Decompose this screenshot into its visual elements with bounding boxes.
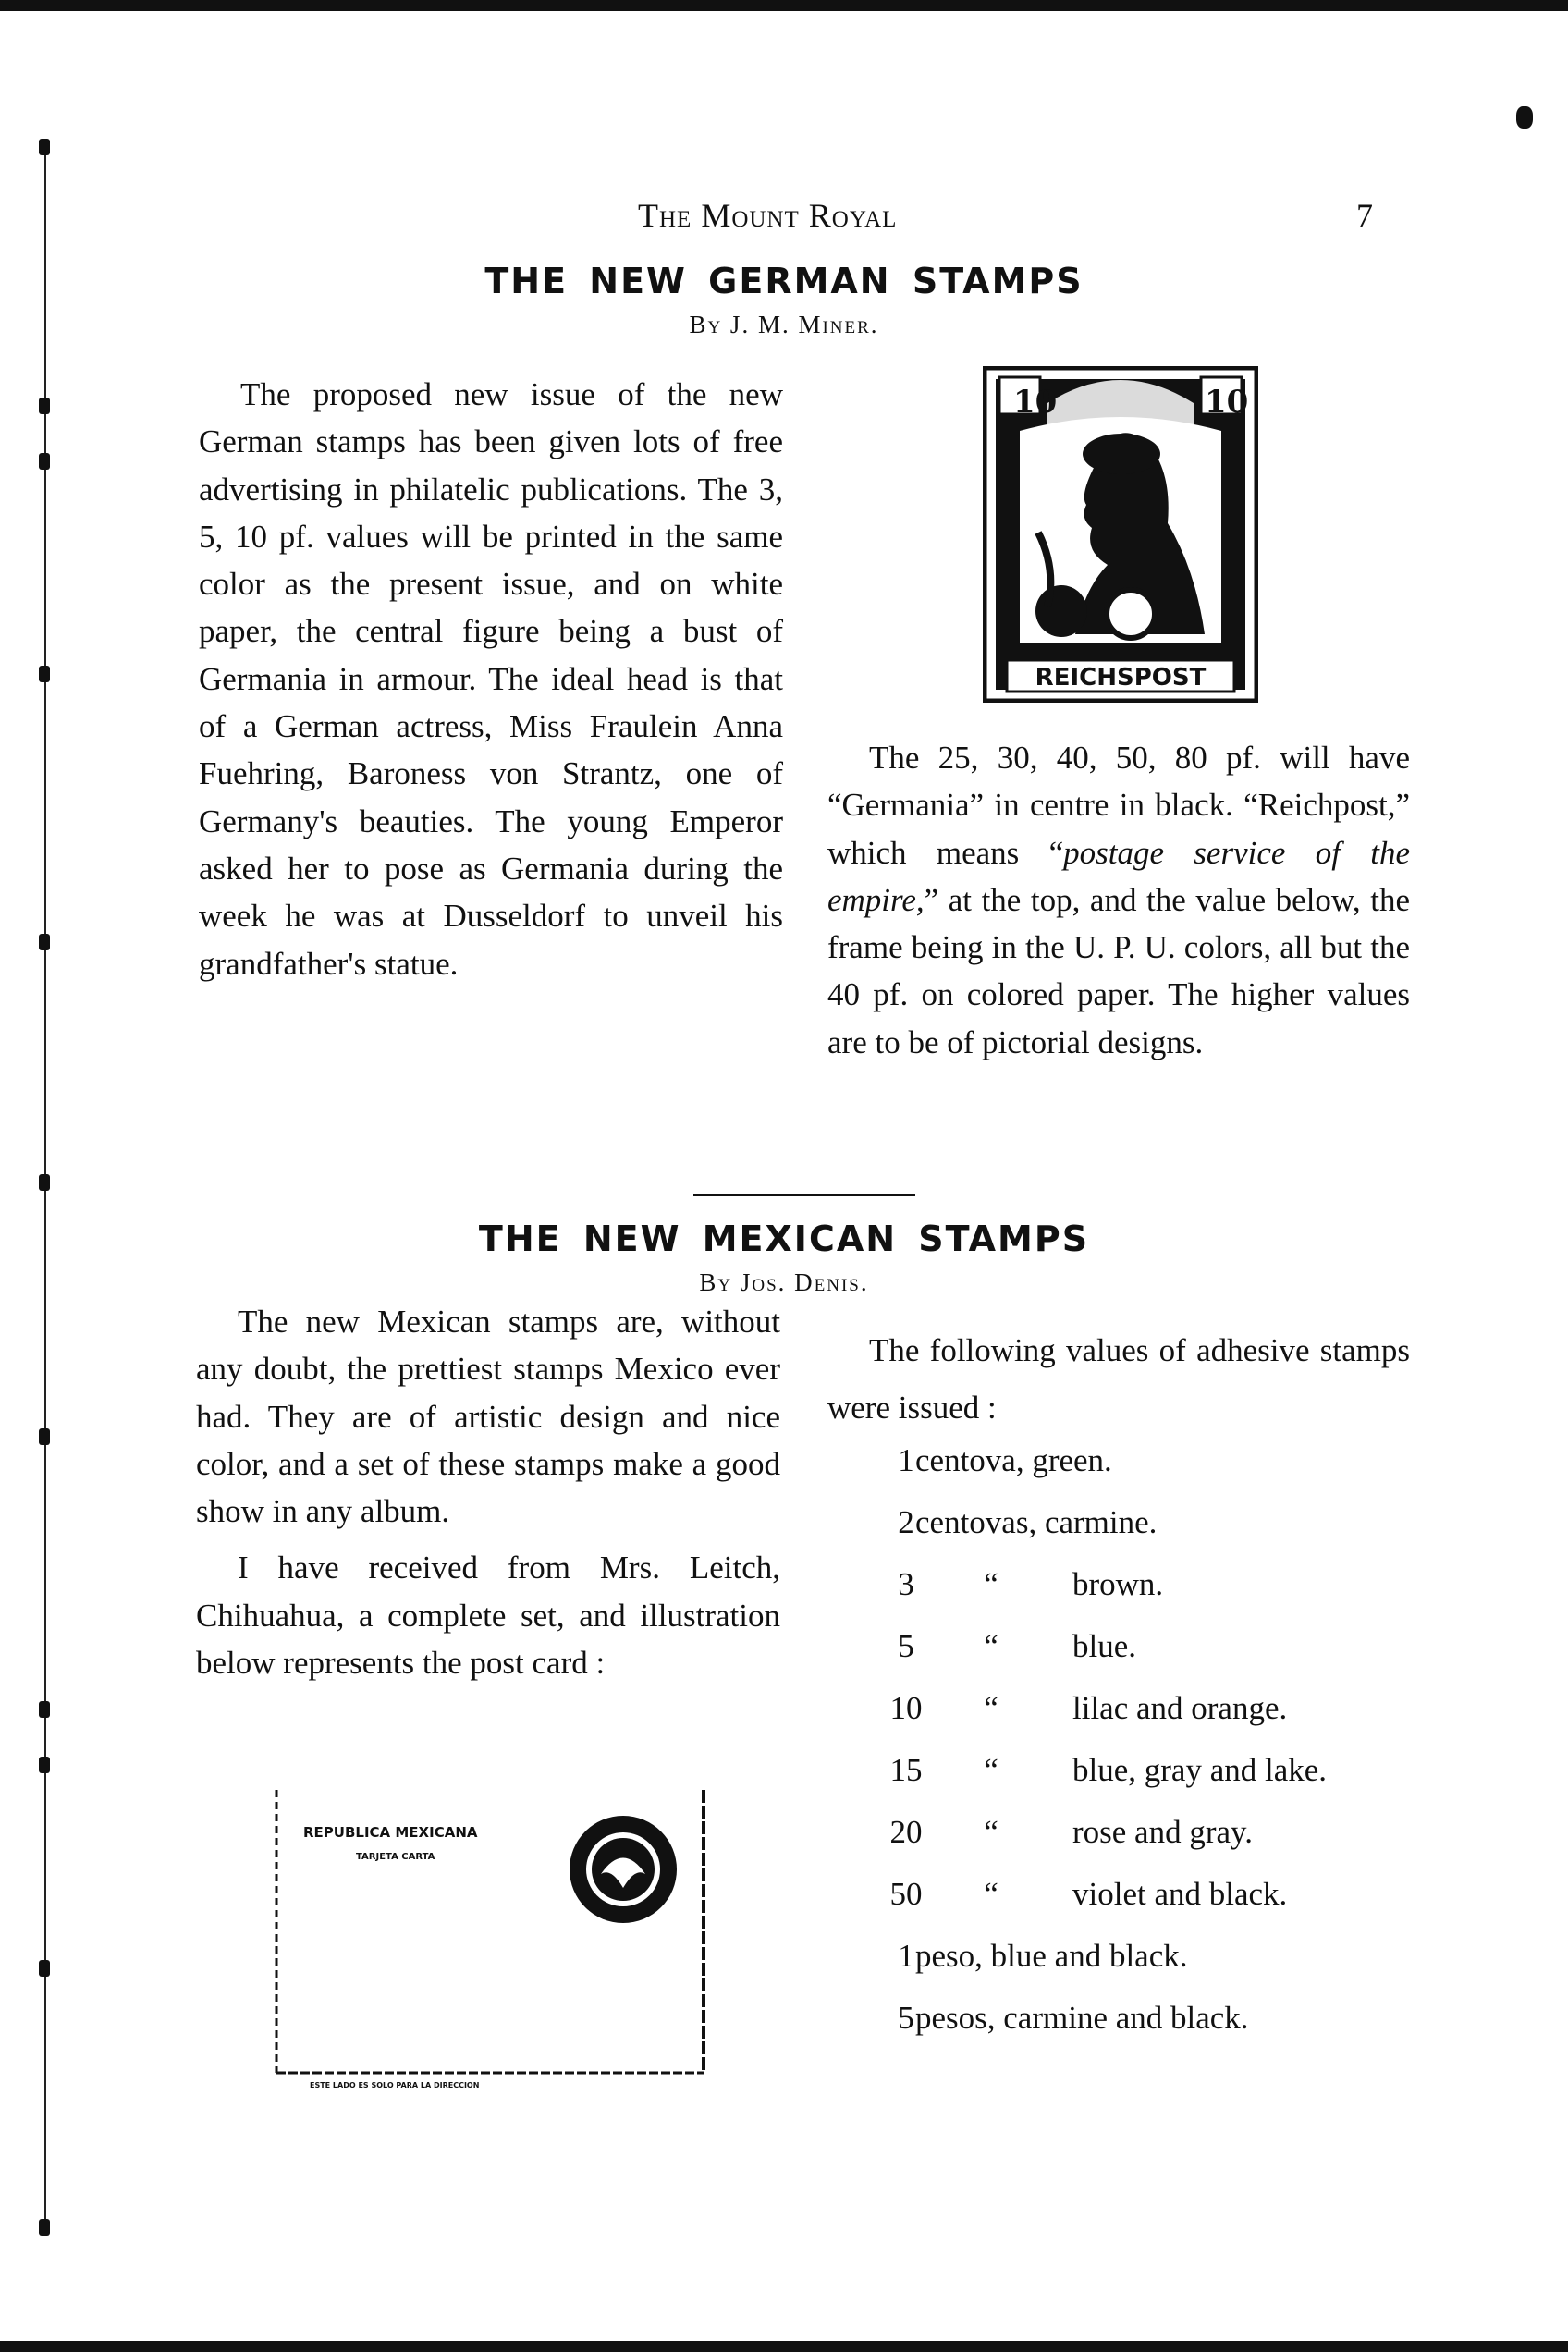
value-description: centova, green. bbox=[915, 1442, 1112, 1478]
value-description: centovas, carmine. bbox=[915, 1504, 1158, 1540]
binding-mark bbox=[39, 666, 50, 682]
stamp-inscription: REICHSPOST bbox=[1035, 664, 1207, 692]
postcard-footer: ESTE LADO ES SOLO PARA LA DIRECCION bbox=[310, 2081, 480, 2089]
stamp-value-left: 10 bbox=[1013, 384, 1058, 421]
mexican-left-column bbox=[196, 1298, 780, 1686]
mexican-postcard-illustration bbox=[273, 1786, 707, 2091]
value-description: lilac and orange. bbox=[1072, 1690, 1288, 1726]
mexican-paragraph-2: I have received from Mrs. Leitch, Chihuahua, a complete set, and illustration below represents the post card : bbox=[196, 1550, 780, 1682]
value-description: brown. bbox=[1072, 1566, 1164, 1602]
running-header bbox=[0, 196, 1568, 233]
german-right-italic: postage service of the empire, bbox=[827, 834, 1411, 918]
article-title-mexican: THE NEW MEXICAN STAMPS bbox=[478, 1219, 1090, 1259]
mexican-paragraph-1: The new Mexican stamps are, without any doubt, the prettiest stamps Mexico ever had. They are of artistic design and nice color, and a set of these stamps make a good show in any album. bbox=[196, 1304, 780, 1530]
binding-mark bbox=[39, 1174, 50, 1191]
value-description: peso, blue and black. bbox=[915, 1938, 1188, 1974]
german-right-text-end: ” at the top, and the value below, the frame being in the U. P. U. colors, all but the 40 pf. on colored paper. The higher values are to be of pictorial designs. bbox=[827, 881, 1410, 1060]
value-number: 5 bbox=[898, 1628, 914, 1664]
value-number: 3 bbox=[898, 1566, 914, 1602]
value-description: pesos, carmine and black. bbox=[915, 2000, 1249, 2036]
value-number: 2 bbox=[898, 1504, 914, 1540]
byline-german: By J. M. Miner. bbox=[689, 311, 879, 338]
value-number: 5 bbox=[898, 2000, 914, 2036]
binding-mark bbox=[39, 398, 50, 414]
ditto-mark: “ bbox=[984, 1876, 998, 1912]
ditto-mark: “ bbox=[984, 1814, 998, 1850]
mexican-right-intro bbox=[827, 1322, 1410, 1437]
value-number: 50 bbox=[889, 1876, 923, 1912]
ditto-mark: “ bbox=[984, 1752, 998, 1788]
value-number: 10 bbox=[889, 1690, 923, 1726]
section-divider bbox=[693, 1194, 915, 1196]
value-description: rose and gray. bbox=[1072, 1814, 1254, 1850]
german-left-column bbox=[199, 371, 783, 987]
value-description: blue. bbox=[1072, 1628, 1137, 1664]
value-number: 1 bbox=[898, 1938, 914, 1974]
stamp-value-right: 10 bbox=[1205, 384, 1249, 421]
germania-stamp-illustration bbox=[983, 366, 1258, 703]
binding-mark bbox=[39, 453, 50, 470]
binding-mark bbox=[39, 1701, 50, 1718]
scan-top-edge bbox=[0, 0, 1568, 11]
binding-mark bbox=[39, 1757, 50, 1773]
value-description: blue, gray and lake. bbox=[1072, 1752, 1328, 1788]
german-right-text: The 25, 30, 40, 50, 80 pf. will have “Germania” in centre in black. “Reichpost,” which means “ bbox=[827, 740, 1410, 871]
value-description: violet and black. bbox=[1072, 1876, 1288, 1912]
journal-title: The Mount Royal bbox=[638, 197, 898, 234]
postcard-type: TARJETA CARTA bbox=[356, 1852, 435, 1862]
binding-mark bbox=[39, 139, 50, 155]
byline-mexican: By Jos. Denis. bbox=[699, 1268, 869, 1296]
german-paragraph-2 bbox=[827, 734, 1410, 1066]
value-number: 15 bbox=[889, 1752, 923, 1788]
article-title-german: THE NEW GERMAN STAMPS bbox=[484, 261, 1084, 301]
binding-mark bbox=[39, 1428, 50, 1445]
german-right-column bbox=[827, 734, 1410, 1066]
ditto-mark: “ bbox=[984, 1628, 998, 1664]
postcard-country: REPUBLICA MEXICANA bbox=[303, 1824, 478, 1841]
binding-mark bbox=[39, 934, 50, 950]
ditto-mark: “ bbox=[984, 1690, 998, 1726]
value-number: 1 bbox=[898, 1442, 914, 1478]
page-number: 7 bbox=[1356, 197, 1373, 234]
binding-mark bbox=[39, 2219, 50, 2236]
values-intro: The following values of adhesive stamps were issued : bbox=[827, 1332, 1410, 1426]
german-paragraph-1: The proposed new issue of the new German stamps has been given lots of free advertising in philatelic publications. The 3, 5, 10 pf. values will be printed in the same color as the present issue, and on white paper, the central figure being a bust of Germania in armour. The ideal head is that of a German actress, Miss Fraulein Anna Fuehring, Baroness von Strantz, one of Germany's beauties. The young Emperor asked her to pose as Germania during the week he was at Dusseldorf to unveil his grandfather's statue. bbox=[199, 376, 783, 982]
ditto-mark: “ bbox=[984, 1566, 998, 1602]
ink-speck bbox=[1516, 106, 1533, 129]
scan-bottom-edge bbox=[0, 2341, 1568, 2352]
binding-mark bbox=[39, 1960, 50, 1977]
value-number: 20 bbox=[889, 1814, 923, 1850]
